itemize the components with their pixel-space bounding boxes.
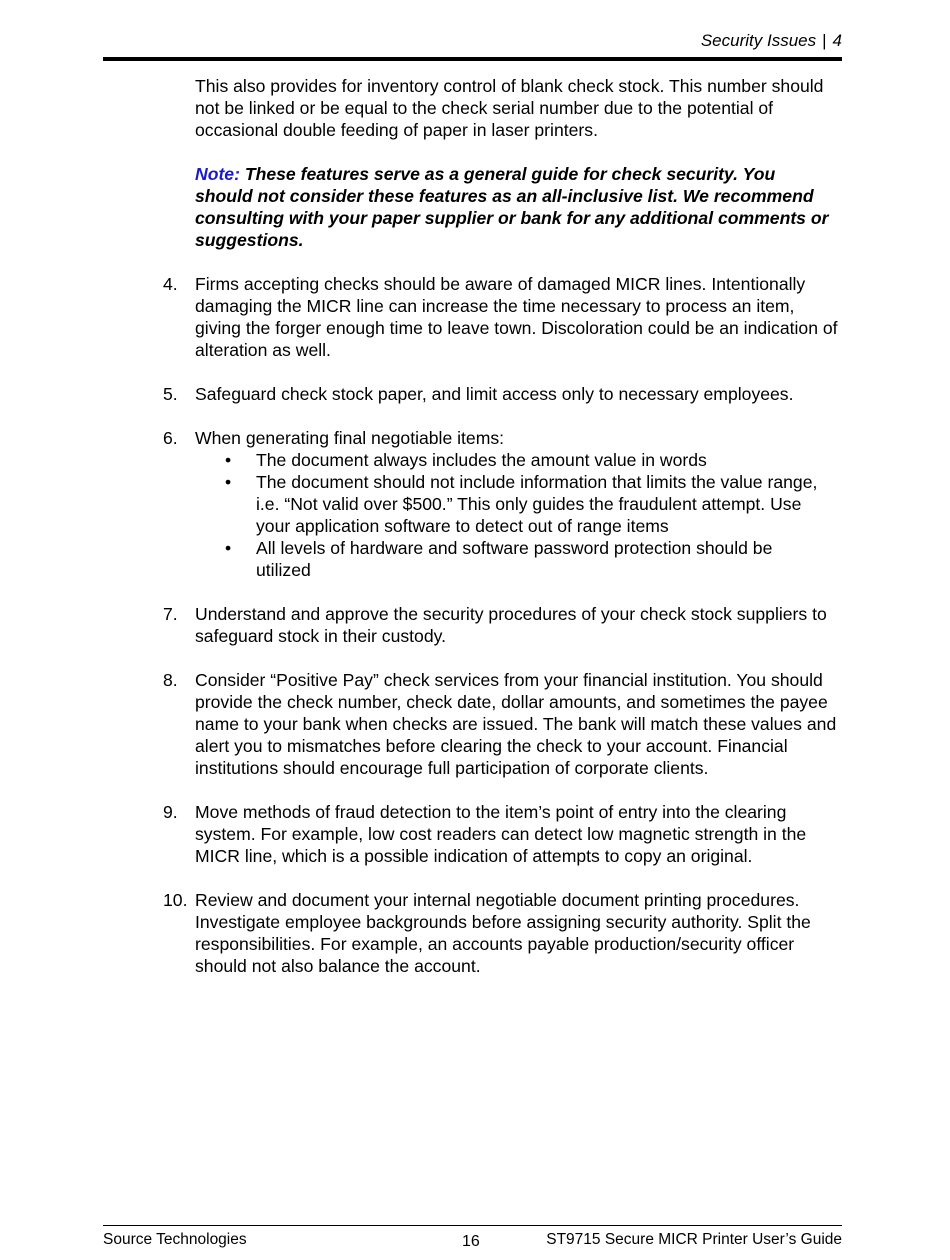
- bullet-icon: •: [225, 538, 232, 558]
- list-item: [163, 669, 845, 779]
- page-body: [0, 75, 950, 999]
- bullet-icon: •: [225, 450, 232, 470]
- list-item-text: Review and document your internal negotiable document printing procedures. Investigate employee backgrounds before assigning security authority. Split the responsibilities. For example, an accounts payable production/security officer should not also balance the account.: [195, 890, 811, 976]
- list-item-number: 5.: [163, 384, 178, 404]
- list-item-number: 8.: [163, 670, 178, 690]
- list-item-number: 9.: [163, 802, 178, 822]
- list-item-number: 4.: [163, 274, 178, 294]
- list-item-text: Consider “Positive Pay” check services from your financial institution. You should provide the check number, check date, dollar amounts, and sometimes the payee name to your bank when checks are issued. The bank will match these values and alert you to mismatches before clearing the check to your account. Financial institutions should encourage full participation of corporate clients.: [195, 670, 837, 778]
- bullet-text: All levels of hardware and software password protection should be utilized: [256, 538, 773, 580]
- list-item: [163, 273, 845, 361]
- bullet-text: The document should not include information that limits the value range, i.e. “Not valid over $500.” This only guides the fraudulent attempt. Use your application software to detect out of range items: [256, 472, 818, 536]
- note-callout: [195, 163, 835, 251]
- list-item-text: Firms accepting checks should be aware of damaged MICR lines. Intentionally damaging the MICR line can increase the time necessary to process an item, giving the forger enough time to leave town. Discoloration could be an indication of alteration as well.: [195, 274, 838, 360]
- footer-rule: [103, 1225, 842, 1226]
- bullet-item: [225, 449, 826, 471]
- page-header: [103, 30, 842, 52]
- bullet-item: [225, 537, 826, 581]
- bullet-text: The document always includes the amount value in words: [256, 450, 707, 470]
- list-item-text: Move methods of fraud detection to the item’s point of entry into the clearing system. For example, low cost readers can detect low magnetic strength in the MICR line, which is a possible indication of attempts to copy an original.: [195, 802, 807, 866]
- list-item-number: 10.: [163, 890, 188, 910]
- list-item-number: 7.: [163, 604, 178, 624]
- footer-company: Source Technologies: [103, 1231, 247, 1248]
- list-item: [163, 889, 845, 977]
- list-item: [163, 383, 845, 405]
- list-item: [163, 603, 845, 647]
- list-item-text: When generating final negotiable items:: [195, 428, 505, 448]
- list-item-text: Safeguard check stock paper, and limit access only to necessary employees.: [195, 384, 794, 404]
- header-separator: |: [822, 31, 827, 50]
- bullet-icon: •: [225, 472, 232, 492]
- header-rule: [103, 57, 842, 61]
- header-section-title: Security Issues: [700, 31, 817, 50]
- bullet-item: [225, 471, 826, 537]
- note-text: These features serve as a general guide for check security. You should not consider these features as an all-inclusive list. We recommend consulting with your paper supplier or bank for any additional comments or suggestions.: [195, 164, 829, 250]
- list-item: [163, 427, 845, 581]
- list-item-text: Understand and approve the security procedures of your check stock suppliers to safeguard stock in their custody.: [195, 604, 827, 646]
- list-item: [163, 801, 845, 867]
- footer-guide-title: ST9715 Secure MICR Printer User’s Guide: [546, 1231, 842, 1248]
- note-label: Note:: [195, 164, 240, 184]
- intro-paragraph: This also provides for inventory control of blank check stock. This number should not be linked or be equal to the check serial number due to the potential of occasional double feeding of paper in laser printers.: [195, 76, 824, 140]
- bullet-list: [195, 449, 845, 581]
- list-item-number: 6.: [163, 428, 178, 448]
- header-section-page: 4: [832, 31, 842, 50]
- footer-page-number: 16: [462, 1233, 480, 1250]
